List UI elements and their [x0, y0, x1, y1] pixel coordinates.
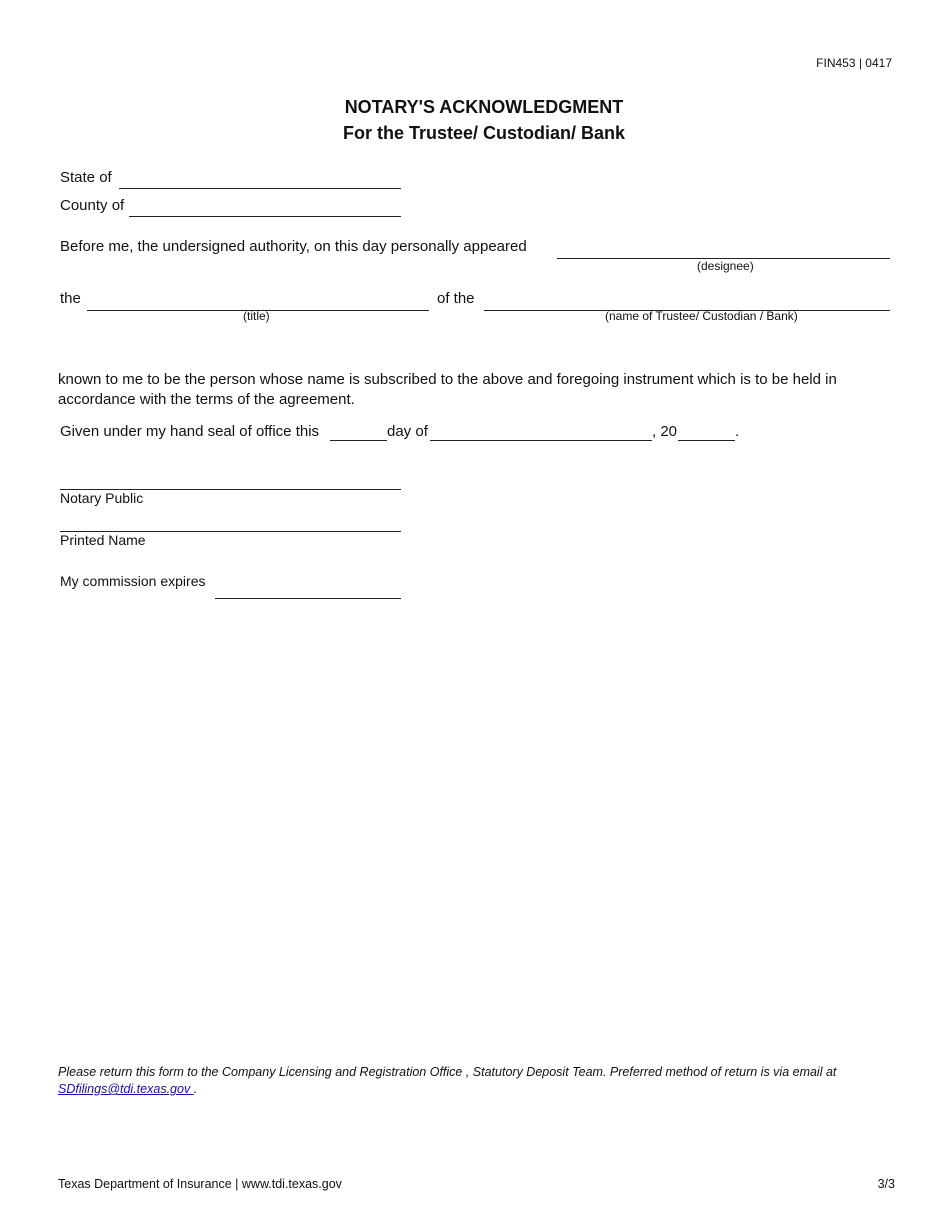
- notary-public-label: Notary Public: [60, 490, 144, 506]
- trustee-caption: (name of Trustee/ Custodian / Bank): [605, 309, 798, 323]
- form-subtitle: For the Trustee/ Custodian/ Bank: [342, 123, 626, 143]
- page-number: 3/3: [877, 1177, 895, 1191]
- county-label: County of: [60, 197, 125, 214]
- the-label: the: [60, 290, 81, 307]
- return-instructions: [58, 1064, 878, 1098]
- year-prefix: , 20: [652, 423, 678, 440]
- form-title: NOTARY'S ACKNOWLEDGMENT: [344, 97, 624, 117]
- designee-caption: (designee): [697, 259, 754, 273]
- commission-expires-field[interactable]: [215, 598, 401, 599]
- commission-label: My commission expires: [60, 573, 206, 589]
- of-the-label: of the: [437, 290, 475, 307]
- footer-agency: Texas Department of Insurance | www.tdi.texas.gov: [58, 1177, 342, 1191]
- form-code: FIN453 | 0417: [816, 56, 892, 70]
- period: .: [735, 423, 740, 440]
- known-paragraph: known to me to be the person whose name is subscribed to the above and foregoing instrument which is to be held in accordance with the terms of the agreement.: [58, 371, 837, 408]
- printed-name-label: Printed Name: [60, 532, 146, 548]
- month-field[interactable]: [430, 440, 652, 441]
- given-text: Given under my hand seal of office this: [60, 423, 320, 440]
- state-label: State of: [60, 169, 112, 186]
- appeared-text: Before me, the undersigned authority, on this day personally appeared: [60, 238, 527, 255]
- email-link[interactable]: SDfilings@tdi.texas.gov: [58, 1082, 194, 1096]
- year-field[interactable]: [678, 440, 735, 441]
- state-field[interactable]: [119, 188, 401, 189]
- day-field[interactable]: [330, 440, 387, 441]
- title-caption: (title): [243, 309, 270, 323]
- county-field[interactable]: [129, 216, 401, 217]
- day-of-text: day of: [387, 423, 428, 440]
- return-instructions-text: Please return this form to the Company Licensing and Registration Office , Statutory Deposit Team. Preferred method of return is via email at: [58, 1065, 837, 1079]
- return-instructions-end: .: [193, 1082, 198, 1096]
